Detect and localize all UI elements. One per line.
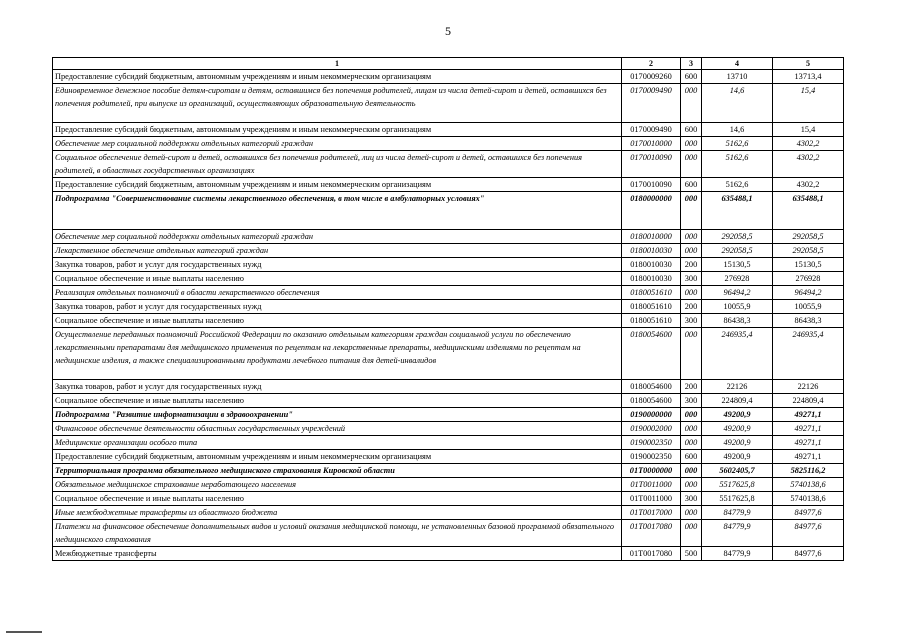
row-code-cell: 01Т0017080 [622,547,681,561]
column-header-name: 1 [53,58,622,70]
row-name-cell: Обязательное медицинское страхование неработающего населения [53,478,622,492]
row-amount-1-cell: 49200,9 [702,436,773,450]
table-row [53,422,844,436]
table-row [53,506,844,520]
row-name-cell: Межбюджетные трансферты [53,547,622,561]
row-expense-type-cell: 000 [681,520,702,547]
row-code-cell: 0180010030 [622,258,681,272]
row-amount-2-cell: 4302,2 [773,151,844,178]
table-row [53,436,844,450]
row-amount-1-cell: 14,6 [702,123,773,137]
row-amount-2-cell: 292058,5 [773,230,844,244]
row-code-cell: 0180054600 [622,394,681,408]
row-amount-1-cell: 49200,9 [702,450,773,464]
table-row [53,520,844,547]
row-code-cell: 0180010000 [622,230,681,244]
row-expense-type-cell: 000 [681,230,702,244]
row-amount-1-cell: 246935,4 [702,328,773,380]
table-row [53,178,844,192]
row-name-cell: Социальное обеспечение и иные выплаты населению [53,492,622,506]
column-header-code: 2 [622,58,681,70]
row-amount-1-cell: 84779,9 [702,547,773,561]
row-code-cell: 01Т0017000 [622,506,681,520]
row-name-cell: Платежи на финансовое обеспечение дополнительных видов и условий оказания медицинской помощи, не установленных базовой программой обязательного медицинского страхования [53,520,622,547]
row-amount-2-cell: 84977,6 [773,506,844,520]
row-code-cell: 0180051610 [622,314,681,328]
row-expense-type-cell: 300 [681,272,702,286]
row-amount-2-cell: 49271,1 [773,422,844,436]
row-expense-type-cell: 200 [681,300,702,314]
row-amount-2-cell: 49271,1 [773,436,844,450]
row-amount-2-cell: 276928 [773,272,844,286]
row-expense-type-cell: 600 [681,178,702,192]
row-amount-1-cell: 292058,5 [702,244,773,258]
row-amount-2-cell: 5740138,6 [773,478,844,492]
table-row [53,380,844,394]
row-amount-2-cell: 49271,1 [773,408,844,422]
table-row [53,123,844,137]
row-expense-type-cell: 000 [681,436,702,450]
row-amount-1-cell: 14,6 [702,84,773,123]
row-amount-2-cell: 15,4 [773,123,844,137]
row-amount-1-cell: 49200,9 [702,422,773,436]
row-expense-type-cell: 200 [681,258,702,272]
row-code-cell: 0190002350 [622,450,681,464]
row-amount-1-cell: 5517625,8 [702,478,773,492]
row-expense-type-cell: 000 [681,84,702,123]
table-row [53,244,844,258]
row-code-cell: 0170010090 [622,178,681,192]
row-name-cell: Предоставление субсидий бюджетным, автономным учреждениям и иным некоммерческим организациям [53,450,622,464]
row-code-cell: 0170010090 [622,151,681,178]
row-name-cell: Единовременное денежное пособие детям-сиротам и детям, оставшимся без попечения родителей, лицам из числа детей-сирот и детей, оставшихся без попечения родителей, при выпуске из организаций, осуществляющих образовательную деятельность [53,84,622,123]
row-name-cell: Территориальная программа обязательного медицинского страхования Кировской области [53,464,622,478]
row-name-cell: Социальное обеспечение и иные выплаты населению [53,272,622,286]
row-amount-2-cell: 22126 [773,380,844,394]
table-header-row [53,58,844,70]
row-expense-type-cell: 000 [681,151,702,178]
row-name-cell: Лекарственное обеспечение отдельных категорий граждан [53,244,622,258]
table-row [53,328,844,380]
row-amount-2-cell: 86438,3 [773,314,844,328]
row-name-cell: Подпрограмма "Развитие информатизации в здравоохранении" [53,408,622,422]
row-code-cell: 0180051610 [622,300,681,314]
row-amount-1-cell: 5162,6 [702,137,773,151]
row-code-cell: 0180054600 [622,380,681,394]
row-amount-2-cell: 15130,5 [773,258,844,272]
row-name-cell: Социальное обеспечение детей-сирот и детей, оставшихся без попечения родителей, лиц из числа детей-сирот и детей, оставшихся без попечения родителей, в областных государственных организациях [53,151,622,178]
row-amount-1-cell: 5162,6 [702,151,773,178]
row-code-cell: 0170010000 [622,137,681,151]
row-amount-2-cell: 635488,1 [773,192,844,230]
row-expense-type-cell: 300 [681,492,702,506]
row-amount-2-cell: 84977,6 [773,547,844,561]
row-code-cell: 0170009490 [622,123,681,137]
budget-table [52,57,844,561]
row-amount-2-cell: 96494,2 [773,286,844,300]
row-amount-1-cell: 5602405,7 [702,464,773,478]
row-amount-2-cell: 15,4 [773,84,844,123]
row-code-cell: 0190002000 [622,422,681,436]
row-expense-type-cell: 200 [681,380,702,394]
row-expense-type-cell: 500 [681,547,702,561]
row-expense-type-cell: 000 [681,244,702,258]
row-expense-type-cell: 000 [681,286,702,300]
row-name-cell: Предоставление субсидий бюджетным, автономным учреждениям и иным некоммерческим организациям [53,70,622,84]
row-code-cell: 01Т0017080 [622,520,681,547]
column-header-amount-1: 4 [702,58,773,70]
row-name-cell: Закупка товаров, работ и услуг для государственных нужд [53,380,622,394]
scan-margin-mark [6,631,42,633]
table-row [53,137,844,151]
table-row [53,300,844,314]
row-name-cell: Реализация отдельных полномочий в области лекарственного обеспечения [53,286,622,300]
table-row [53,258,844,272]
table-row [53,272,844,286]
column-header-amount-2: 5 [773,58,844,70]
row-name-cell: Социальное обеспечение и иные выплаты населению [53,314,622,328]
row-name-cell: Закупка товаров, работ и услуг для государственных нужд [53,258,622,272]
row-amount-1-cell: 86438,3 [702,314,773,328]
row-code-cell: 0180010030 [622,272,681,286]
table-row [53,192,844,230]
row-amount-1-cell: 96494,2 [702,286,773,300]
column-header-expense-type: 3 [681,58,702,70]
row-expense-type-cell: 000 [681,328,702,380]
row-expense-type-cell: 600 [681,70,702,84]
row-amount-1-cell: 49200,9 [702,408,773,422]
row-amount-2-cell: 246935,4 [773,328,844,380]
row-name-cell: Предоставление субсидий бюджетным, автономным учреждениям и иным некоммерческим организациям [53,123,622,137]
row-amount-2-cell: 49271,1 [773,450,844,464]
row-code-cell: 0180000000 [622,192,681,230]
row-amount-1-cell: 5517625,8 [702,492,773,506]
row-name-cell: Социальное обеспечение и иные выплаты населению [53,394,622,408]
row-amount-1-cell: 635488,1 [702,192,773,230]
row-amount-1-cell: 276928 [702,272,773,286]
row-expense-type-cell: 000 [681,464,702,478]
table-row [53,394,844,408]
row-amount-2-cell: 4302,2 [773,178,844,192]
row-name-cell: Осуществление переданных полномочий Российской Федерации по оказанию отдельным категориям граждан социальной услуги по обеспечению лекарственными препаратами для медицинского применения по рецептам на лекарственные препараты, медицинскими изделиями по рецептам на медицинские изделия, а также специализированными продуктами лечебного питания для детей-инвалидов [53,328,622,380]
row-amount-1-cell: 10055,9 [702,300,773,314]
row-expense-type-cell: 000 [681,422,702,436]
table-row [53,151,844,178]
row-expense-type-cell: 000 [681,506,702,520]
page-number: 5 [445,24,451,38]
row-code-cell: 0190002350 [622,436,681,450]
row-amount-2-cell: 224809,4 [773,394,844,408]
row-amount-2-cell: 4302,2 [773,137,844,151]
row-amount-1-cell: 292058,5 [702,230,773,244]
table-row [53,478,844,492]
row-amount-2-cell: 5825116,2 [773,464,844,478]
row-code-cell: 0190000000 [622,408,681,422]
row-code-cell: 0170009490 [622,84,681,123]
row-code-cell: 0170009260 [622,70,681,84]
row-name-cell: Предоставление субсидий бюджетным, автономным учреждениям и иным некоммерческим организациям [53,178,622,192]
row-expense-type-cell: 000 [681,192,702,230]
row-expense-type-cell: 300 [681,314,702,328]
row-code-cell: 0180054600 [622,328,681,380]
row-amount-1-cell: 15130,5 [702,258,773,272]
row-amount-2-cell: 10055,9 [773,300,844,314]
row-amount-1-cell: 84779,9 [702,520,773,547]
row-amount-2-cell: 13713,4 [773,70,844,84]
table-row [53,450,844,464]
table-row [53,408,844,422]
row-expense-type-cell: 000 [681,137,702,151]
row-name-cell: Обеспечение мер социальной поддержки отдельных категорий граждан [53,137,622,151]
table-row [53,492,844,506]
table-row [53,547,844,561]
row-name-cell: Подпрограмма "Совершенствование системы лекарственного обеспечения, в том числе в амбулаторных условиях" [53,192,622,230]
row-expense-type-cell: 000 [681,408,702,422]
row-code-cell: 0180051610 [622,286,681,300]
row-expense-type-cell: 600 [681,123,702,137]
row-amount-1-cell: 84779,9 [702,506,773,520]
row-name-cell: Обеспечение мер социальной поддержки отдельных категорий граждан [53,230,622,244]
table-row [53,230,844,244]
table-row [53,84,844,123]
table-row [53,70,844,84]
row-expense-type-cell: 600 [681,450,702,464]
row-code-cell: 01Т0000000 [622,464,681,478]
row-amount-2-cell: 292058,5 [773,244,844,258]
row-code-cell: 0180010030 [622,244,681,258]
row-name-cell: Финансовое обеспечение деятельности областных государственных учреждений [53,422,622,436]
table-row [53,464,844,478]
row-expense-type-cell: 300 [681,394,702,408]
table-row [53,314,844,328]
table-row [53,286,844,300]
row-expense-type-cell: 000 [681,478,702,492]
row-amount-1-cell: 13710 [702,70,773,84]
row-amount-2-cell: 5740138,6 [773,492,844,506]
row-amount-1-cell: 22126 [702,380,773,394]
row-code-cell: 01Т0011000 [622,478,681,492]
row-amount-1-cell: 5162,6 [702,178,773,192]
row-amount-1-cell: 224809,4 [702,394,773,408]
row-name-cell: Иные межбюджетные трансферты из областного бюджета [53,506,622,520]
row-code-cell: 01Т0011000 [622,492,681,506]
table-body [53,70,844,561]
row-name-cell: Медицинские организации особого типа [53,436,622,450]
row-name-cell: Закупка товаров, работ и услуг для государственных нужд [53,300,622,314]
row-amount-2-cell: 84977,6 [773,520,844,547]
